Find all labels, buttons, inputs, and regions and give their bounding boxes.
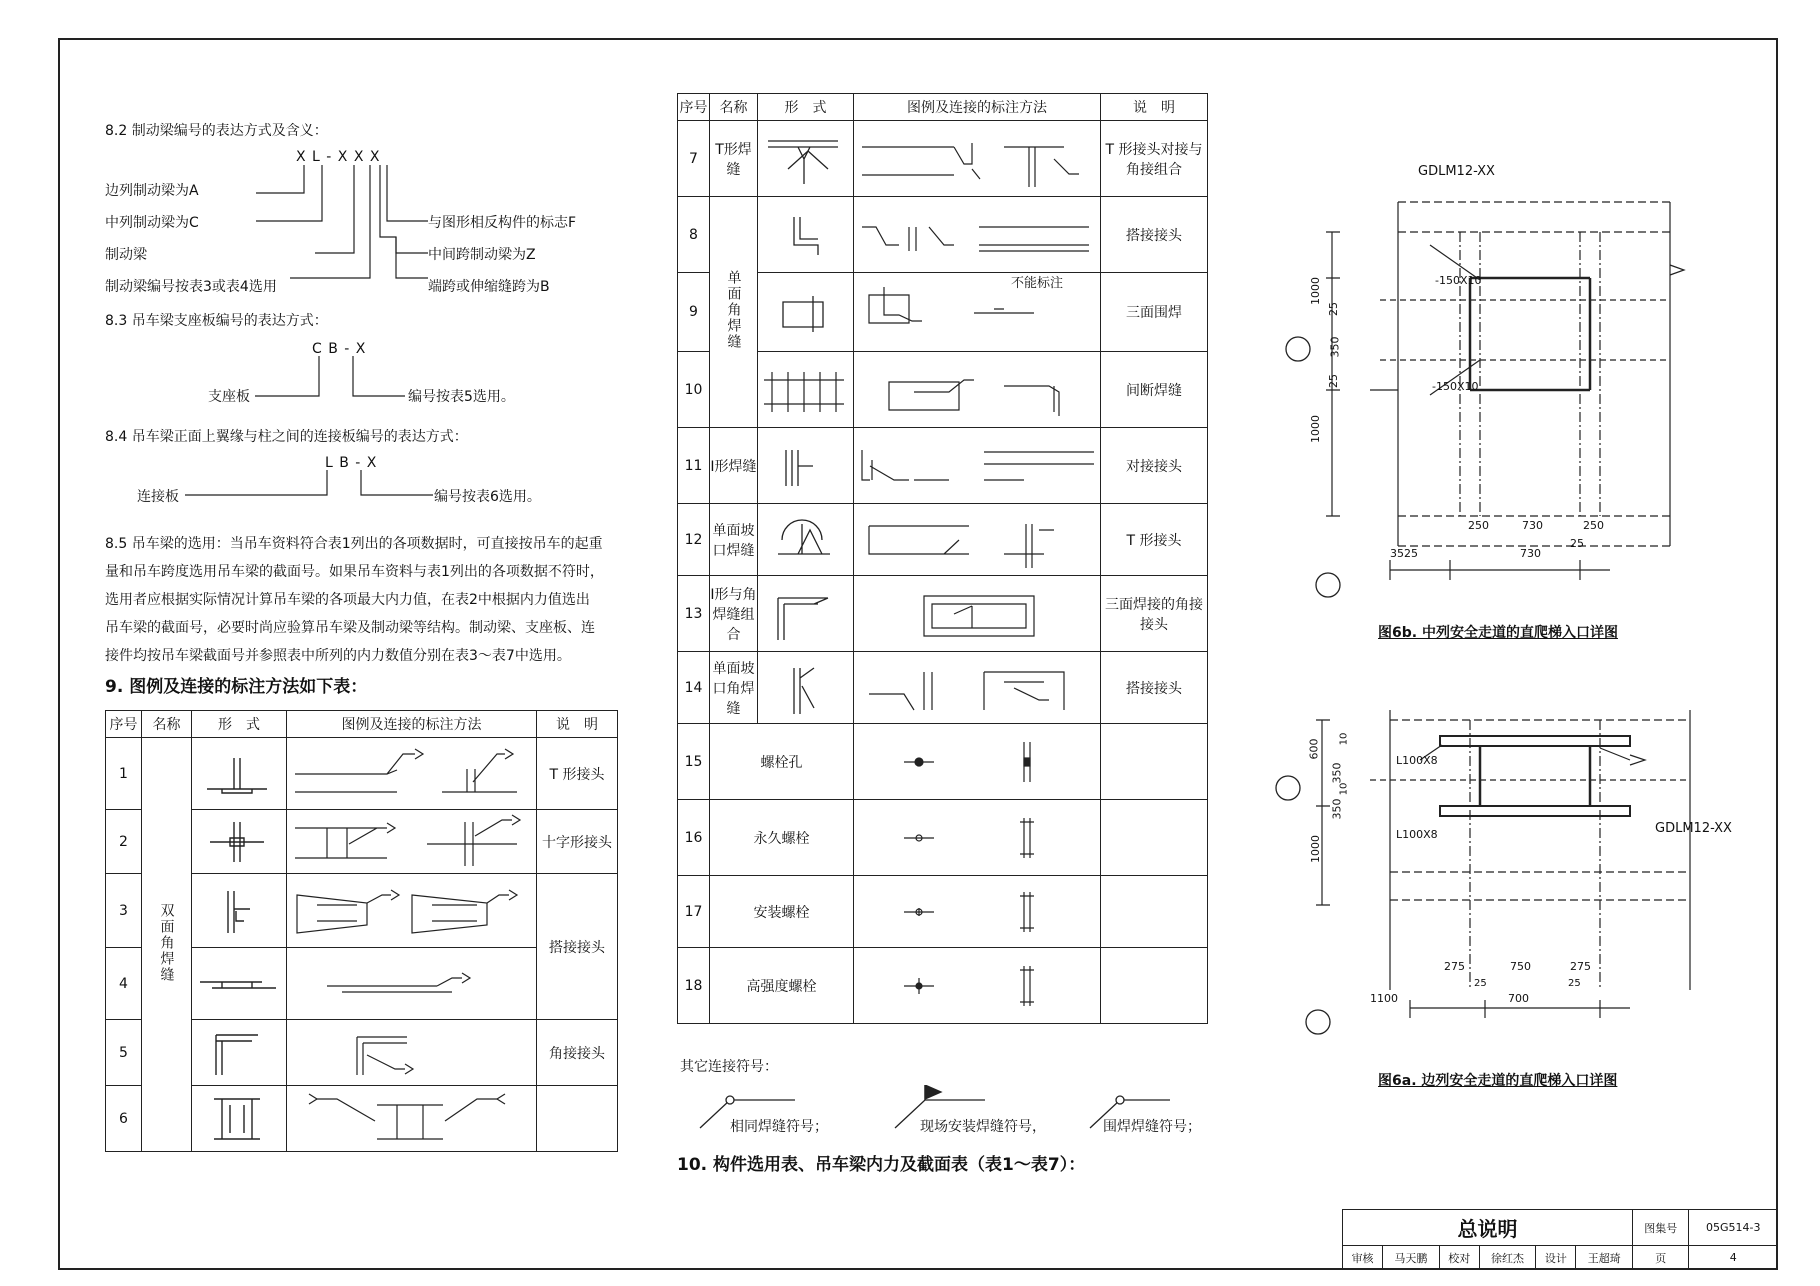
form-sketch — [758, 197, 854, 273]
fig6b-label-4: 350 — [1328, 336, 1342, 358]
row-no: 1 — [106, 738, 142, 810]
th-name: 名称 — [142, 711, 192, 738]
row-name: I形焊缝 — [710, 428, 758, 504]
fig6b-tag: GDLM12-XX — [1418, 164, 1495, 179]
page-label: 页 — [1632, 1246, 1689, 1270]
label-82-1: 中列制动梁为C — [105, 215, 199, 231]
code-83-leaders — [255, 356, 415, 402]
label-82-3: 制动梁编号按表3或表4选用 — [105, 279, 277, 295]
label-82-r2: 端跨或伸缩缝跨为B — [428, 279, 550, 295]
label-82-r0: 与图形相反构件的标志F — [428, 215, 577, 231]
fig6b-dim-2: 250 — [1583, 519, 1604, 532]
row-name: 永久螺栓 — [710, 800, 854, 876]
code-8-4: L B - X — [325, 455, 378, 471]
symbol-table-right — [677, 93, 1208, 1024]
fig6a-label-1: L100X8 — [1396, 828, 1438, 841]
fig6b-label-3: 25 — [1327, 302, 1340, 316]
label-83: 支座板 — [208, 389, 250, 405]
check-name: 徐红杰 — [1479, 1246, 1536, 1270]
fig6a-tag: GDLM12-XX — [1655, 821, 1732, 836]
method-sketch — [854, 428, 1101, 504]
atlas-number: 05G514-3 — [1689, 1210, 1778, 1246]
label-84-r: 编号按表6选用。 — [434, 489, 541, 505]
row-note: 间断焊缝 — [1101, 352, 1208, 428]
symbol-table-left — [105, 710, 618, 1152]
fig6a-dim-4: 700 — [1508, 992, 1529, 1005]
method-sketch — [287, 1086, 537, 1152]
form-sketch — [758, 352, 854, 428]
fig6b-caption: 图6b. 中列安全走道的直爬梯入口详图 — [1378, 625, 1618, 641]
th-note: 说 明 — [1101, 94, 1208, 121]
method-sketch — [854, 724, 1101, 800]
section-10-heading: 10. 构件选用表、吊车梁内力及截面表（表1～表7）： — [677, 1155, 1086, 1175]
method-sketch — [854, 273, 1101, 352]
fig6b-label-0: -150X10 — [1435, 274, 1482, 287]
row-no: 15 — [678, 724, 710, 800]
form-sketch — [192, 874, 287, 948]
code-8-3: C B - X — [312, 341, 367, 357]
row-no: 8 — [678, 197, 710, 273]
form-sketch — [758, 504, 854, 576]
code-82-leaders — [200, 165, 440, 295]
th-name: 名称 — [710, 94, 758, 121]
fig6a-dim-2: 275 — [1570, 960, 1591, 973]
fig6b-dim-1: 730 — [1522, 519, 1543, 532]
group-name: 双面角焊缝 — [142, 738, 192, 1152]
form-sketch — [758, 652, 854, 724]
fig6a-label-5: 10 — [1338, 782, 1350, 796]
th-no: 序号 — [678, 94, 710, 121]
row-no: 3 — [106, 874, 142, 948]
page-number: 4 — [1689, 1246, 1778, 1270]
th-note: 说 明 — [537, 711, 618, 738]
fig6a-label-3: 350 — [1330, 762, 1344, 784]
label-82-r1: 中间跨制动梁为Z — [428, 247, 536, 263]
row-note: 角接接头 — [537, 1020, 618, 1086]
method-sketch — [287, 810, 537, 874]
fig6a-dim-1: 750 — [1510, 960, 1531, 973]
method-sketch — [287, 738, 537, 810]
fig6b-label-5: 25 — [1327, 374, 1340, 388]
row-no: 14 — [678, 652, 710, 724]
row-no: 13 — [678, 576, 710, 652]
row-no: 7 — [678, 121, 710, 197]
row-note: 十字形接头 — [537, 810, 618, 874]
method-sketch — [854, 352, 1101, 428]
row-name: 高强度螺栓 — [710, 948, 854, 1024]
section-8-4: 8.4 吊车梁正面上翼缘与柱之间的连接板编号的表达方式： — [105, 429, 468, 445]
other-symbols-title: 其它连接符号： — [680, 1059, 778, 1075]
row-no: 6 — [106, 1086, 142, 1152]
code-8-2: X L - X X X — [296, 149, 381, 165]
method-sketch — [854, 800, 1101, 876]
row-note: 搭接接头 — [1101, 652, 1208, 724]
fig-6b-drawing — [1280, 160, 1700, 600]
row-no: 2 — [106, 810, 142, 874]
row-note: T 形接头 — [537, 738, 618, 810]
drawing-title: 总说明 — [1343, 1210, 1633, 1246]
row-name: 安装螺栓 — [710, 876, 854, 948]
group-name: 单面角焊缝 — [710, 197, 758, 428]
fig6a-dim-5: 25 — [1474, 978, 1487, 989]
fig6a-caption: 图6a. 边列安全走道的直爬梯入口详图 — [1378, 1073, 1618, 1089]
same-weld-label: 相同焊缝符号； — [730, 1119, 828, 1135]
fig6a-dim-3: 1100 — [1370, 992, 1398, 1005]
row-name: 单面坡口焊缝 — [710, 504, 758, 576]
th-no: 序号 — [106, 711, 142, 738]
form-sketch — [758, 121, 854, 197]
th-form: 形 式 — [192, 711, 287, 738]
section-8-5: 8.5 吊车梁的选用：当吊车资料符合表1列出的各项数据时，可直接按吊车的起重 量和吊车跨度选用吊车梁的截面号。如果吊车资料与表1列出的各项数据不符时， 选用者应根据实际情况计算吊车梁的各项最大内力值，在表2中根据内力值选出 吊车梁的截面号，必要时尚应验算吊车梁及制动梁等结构。制动梁、支座板、连 接件均按吊车梁截面号并参照表中所列的内力数值分别在表3～表7中选用。 — [105, 536, 604, 664]
form-sketch — [192, 948, 287, 1020]
row-no: 12 — [678, 504, 710, 576]
section-8-3: 8.3 吊车梁支座板编号的表达方式： — [105, 313, 328, 329]
method-sketch — [854, 576, 1101, 652]
fig6b-dim-5: 25 — [1570, 537, 1584, 550]
fig6a-label-0: L100X8 — [1396, 754, 1438, 767]
fig6a-label-4: 10 — [1338, 732, 1350, 746]
row-name: I形与角焊缝组合 — [710, 576, 758, 652]
design-name: 王超琦 — [1576, 1246, 1633, 1270]
row-note — [1101, 948, 1208, 1024]
th-method: 图例及连接的标注方法 — [854, 94, 1101, 121]
row-note: 三面围焊 — [1101, 273, 1208, 352]
row-note: 三面焊接的角接接头 — [1101, 576, 1208, 652]
row-note: T 形接头对接与角接组合 — [1101, 121, 1208, 197]
row-note — [1101, 724, 1208, 800]
fig6b-dim-3: 3525 — [1390, 547, 1418, 560]
fig6a-label-2: 600 — [1307, 738, 1321, 760]
row-note: 搭接接头 — [1101, 197, 1208, 273]
row-no: 18 — [678, 948, 710, 1024]
form-sketch — [758, 273, 854, 352]
method-sketch — [287, 1020, 537, 1086]
fig6b-dim-0: 250 — [1468, 519, 1489, 532]
row-no: 9 — [678, 273, 710, 352]
fig6a-label-6: 350 — [1330, 798, 1344, 820]
row-note — [1101, 800, 1208, 876]
review-name: 马天鹏 — [1383, 1246, 1440, 1270]
row-note: 对接接头 — [1101, 428, 1208, 504]
label-84: 连接板 — [137, 489, 179, 505]
site-weld-label: 现场安装焊缝符号， — [920, 1119, 1046, 1135]
label-82-0: 边列制动梁为A — [105, 183, 199, 199]
label-82-2: 制动梁 — [105, 247, 147, 263]
design-label: 设计 — [1536, 1246, 1576, 1270]
review-label: 审核 — [1343, 1246, 1383, 1270]
fig6b-label-2: 1000 — [1309, 277, 1322, 305]
around-weld-label: 围焊焊缝符号； — [1103, 1119, 1201, 1135]
row-note — [537, 1086, 618, 1152]
row-no: 16 — [678, 800, 710, 876]
atlas-label: 图集号 — [1632, 1210, 1689, 1246]
section-8-2: 8.2 制动梁编号的表达方式及含义： — [105, 123, 328, 139]
row-name: 单面坡口角焊缝 — [710, 652, 758, 724]
row-no: 17 — [678, 876, 710, 948]
form-sketch — [192, 810, 287, 874]
method-sketch — [287, 874, 537, 948]
form-sketch — [758, 428, 854, 504]
row-note — [1101, 876, 1208, 948]
section-9-heading: 9. 图例及连接的标注方法如下表： — [105, 677, 368, 697]
method-sketch — [854, 504, 1101, 576]
row-no: 10 — [678, 352, 710, 428]
method-sketch — [854, 652, 1101, 724]
label-83-r: 编号按表5选用。 — [408, 389, 515, 405]
fig6a-dim-6: 25 — [1568, 978, 1581, 989]
fig6a-dim-0: 275 — [1444, 960, 1465, 973]
th-form: 形 式 — [758, 94, 854, 121]
code-84-leaders — [185, 470, 435, 500]
title-block — [1342, 1209, 1778, 1270]
form-sketch — [192, 1086, 287, 1152]
merged-note: 搭接接头 — [537, 874, 618, 1020]
form-sketch — [192, 738, 287, 810]
row-note: T 形接头 — [1101, 504, 1208, 576]
row-no: 5 — [106, 1020, 142, 1086]
row-name: 螺栓孔 — [710, 724, 854, 800]
form-sketch — [758, 576, 854, 652]
fig-6a-drawing — [1270, 700, 1740, 1040]
method-sketch — [287, 948, 537, 1020]
th-method: 图例及连接的标注方法 — [287, 711, 537, 738]
method-sketch — [854, 948, 1101, 1024]
fig6b-label-6: 1000 — [1309, 415, 1322, 443]
fig6b-dim-4: 730 — [1520, 547, 1541, 560]
label-cannot-mark: 不能标注 — [1010, 276, 1063, 291]
fig6a-label-7: 1000 — [1309, 835, 1322, 863]
method-sketch — [854, 876, 1101, 948]
row-no: 11 — [678, 428, 710, 504]
method-sketch — [854, 121, 1101, 197]
fig6b-label-1: -150X10 — [1432, 380, 1479, 393]
form-sketch — [192, 1020, 287, 1086]
check-label: 校对 — [1439, 1246, 1479, 1270]
method-sketch — [854, 197, 1101, 273]
row-no: 4 — [106, 948, 142, 1020]
row-name: T形焊缝 — [710, 121, 758, 197]
